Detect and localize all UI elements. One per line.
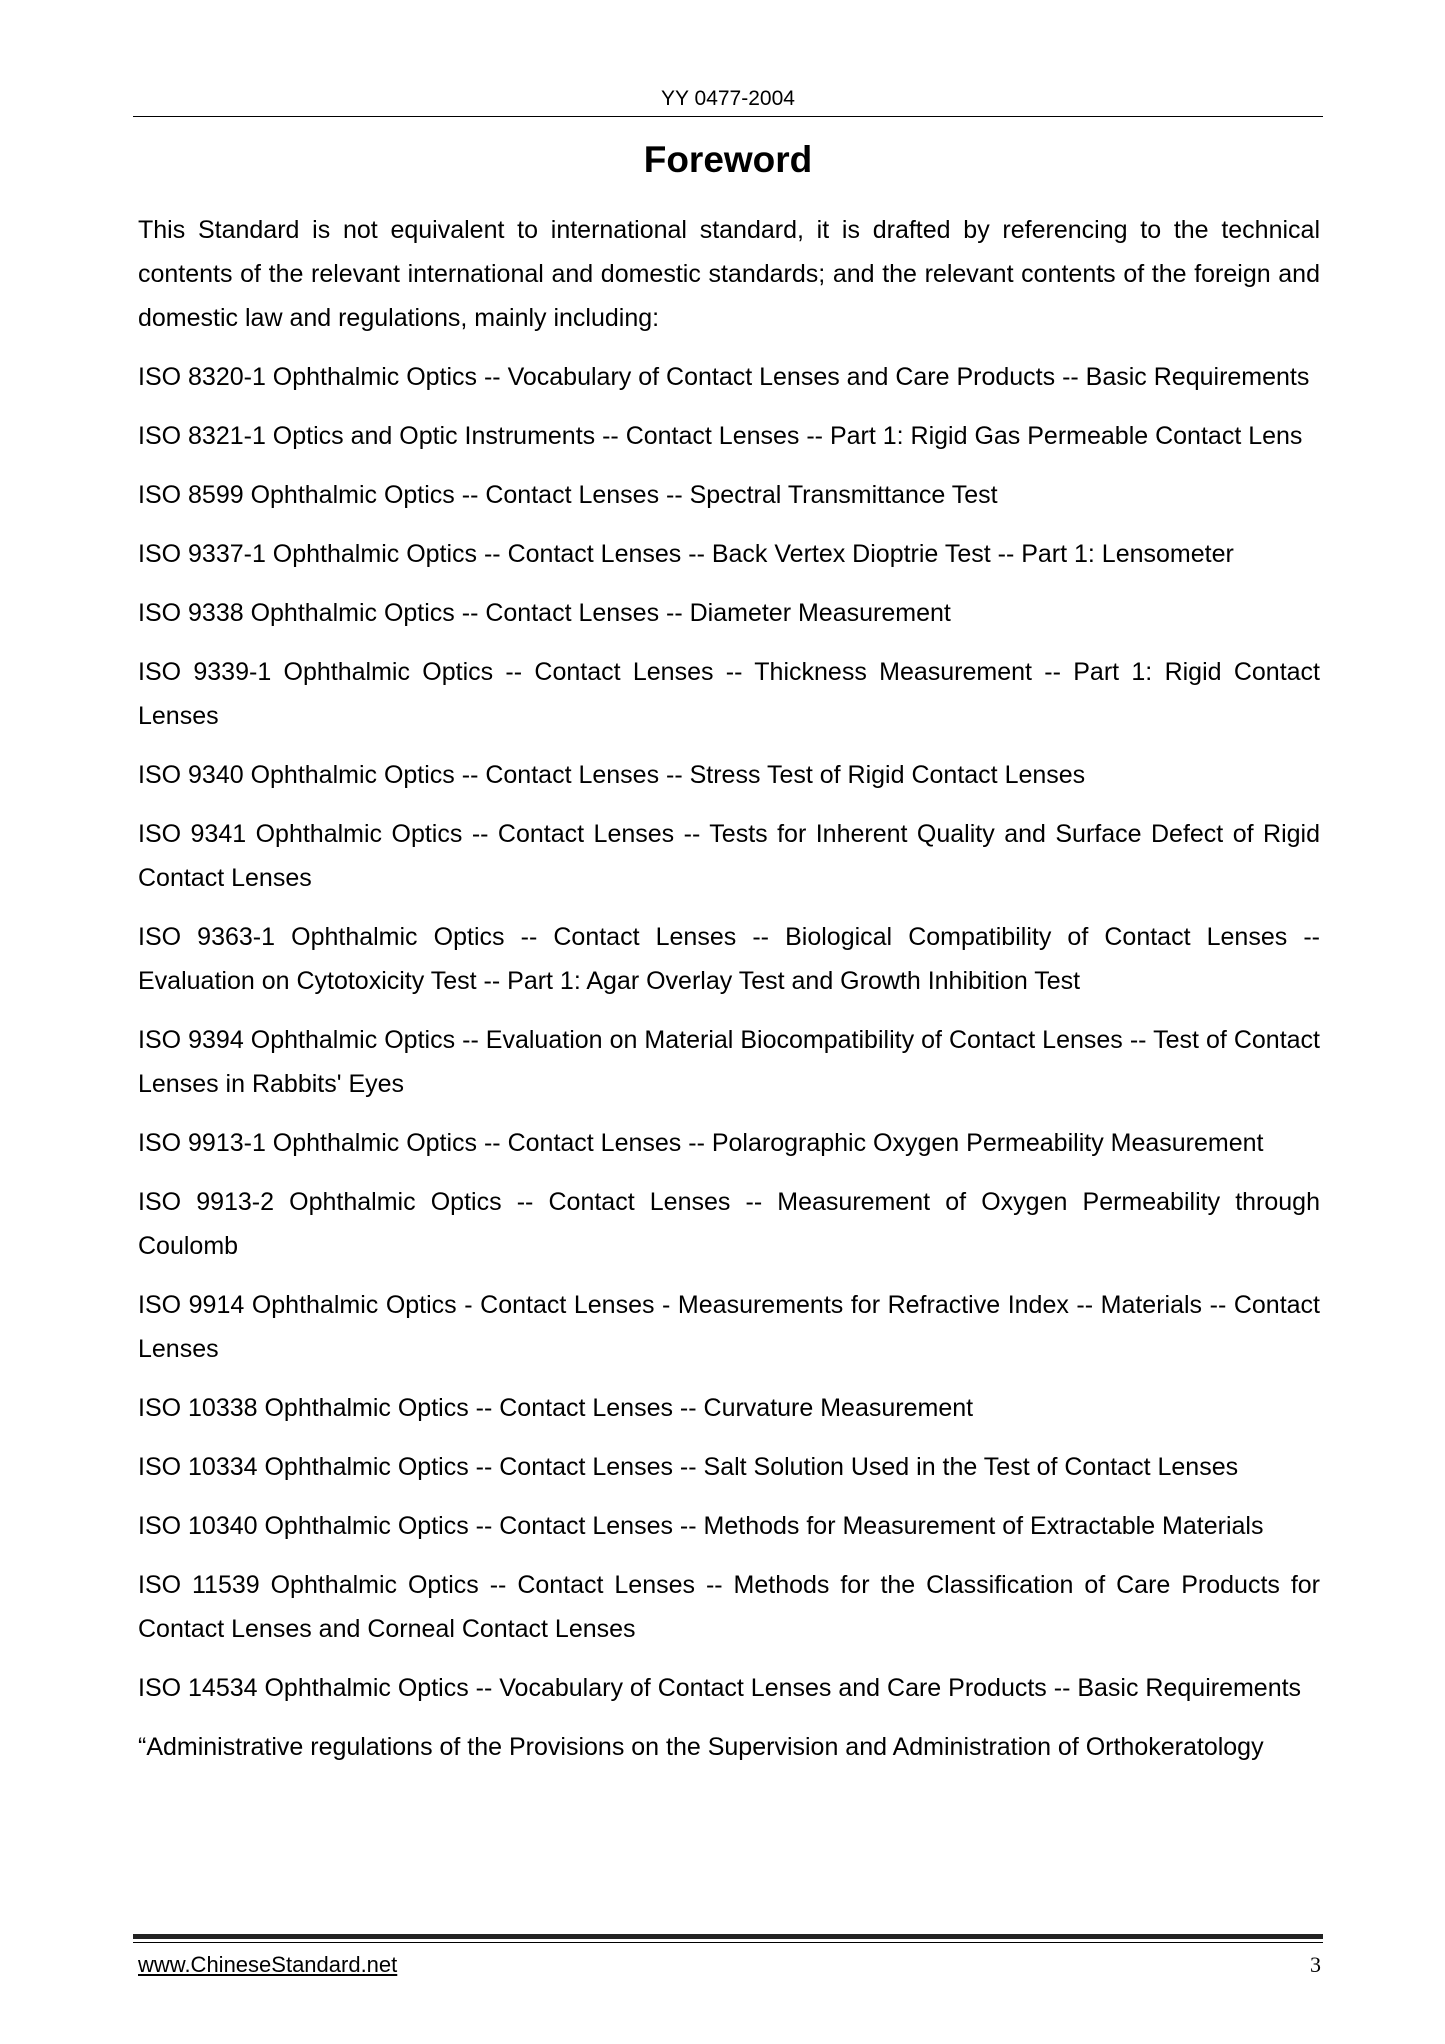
reference-item: ISO 9913-1 Ophthalmic Optics -- Contact Lenses -- Polarographic Oxygen Permeability Measurement bbox=[138, 1129, 1264, 1157]
footer-divider-thick bbox=[133, 1934, 1323, 1939]
reference-item: ISO 10334 Ophthalmic Optics -- Contact Lenses -- Salt Solution Used in the Test of Contact Lenses bbox=[138, 1453, 1239, 1481]
reference-item: ISO 10338 Ophthalmic Optics -- Contact Lenses -- Curvature Measurement bbox=[138, 1394, 974, 1422]
document-body bbox=[138, 208, 1320, 1784]
header-divider bbox=[133, 116, 1323, 117]
website-link[interactable]: www.ChineseStandard.net bbox=[138, 1952, 398, 1977]
reference-item: ISO 11539 Ophthalmic Optics -- Contact Lenses -- Methods for the Classification of Care Products for Contact Lenses and Corneal Contact Lenses bbox=[138, 1571, 1320, 1643]
standard-code: YY 0477-2004 bbox=[661, 87, 795, 110]
reference-item: ISO 9913-2 Ophthalmic Optics -- Contact Lenses -- Measurement of Oxygen Permeability through Coulomb bbox=[138, 1188, 1320, 1260]
reference-item: ISO 14534 Ophthalmic Optics -- Vocabulary of Contact Lenses and Care Products -- Basic Requirements bbox=[138, 1674, 1302, 1702]
reference-item: ISO 9363-1 Ophthalmic Optics -- Contact Lenses -- Biological Compatibility of Contact Lenses -- Evaluation on Cytotoxicity Test -- Part 1: Agar Overlay Test and Growth Inhibition Test bbox=[138, 923, 1320, 995]
reference-item: ISO 9341 Ophthalmic Optics -- Contact Lenses -- Tests for Inherent Quality and Surface Defect of Rigid Contact Lenses bbox=[138, 820, 1320, 892]
footer-divider-thin bbox=[133, 1942, 1323, 1943]
reference-item: ISO 8321-1 Optics and Optic Instruments -- Contact Lenses -- Part 1: Rigid Gas Permeable Contact Lens bbox=[138, 422, 1303, 450]
intro-paragraph: This Standard is not equivalent to international standard, it is drafted by referencing to the technical contents of the relevant international and domestic standards; and the relevant contents of the foreign and domestic law and regulations, mainly including: bbox=[138, 216, 1320, 332]
reference-item: ISO 10340 Ophthalmic Optics -- Contact Lenses -- Methods for Measurement of Extractable Materials bbox=[138, 1512, 1264, 1540]
reference-item: ISO 9339-1 Ophthalmic Optics -- Contact Lenses -- Thickness Measurement -- Part 1: Rigid Contact Lenses bbox=[138, 658, 1320, 730]
page-title: Foreword bbox=[643, 139, 813, 180]
reference-item: ISO 9338 Ophthalmic Optics -- Contact Lenses -- Diameter Measurement bbox=[138, 599, 951, 627]
reference-item: ISO 9914 Ophthalmic Optics - Contact Lenses - Measurements for Refractive Index -- Materials -- Contact Lenses bbox=[138, 1291, 1320, 1363]
reference-item: ISO 9394 Ophthalmic Optics -- Evaluation on Material Biocompatibility of Contact Lenses -- Test of Contact Lenses in Rabbits' Eyes bbox=[138, 1026, 1320, 1098]
reference-item: ISO 9340 Ophthalmic Optics -- Contact Lenses -- Stress Test of Rigid Contact Lenses bbox=[138, 761, 1086, 789]
trailing-paragraph: “Administrative regulations of the Provisions on the Supervision and Administration of Orthokeratology bbox=[138, 1733, 1264, 1761]
reference-item: ISO 9337-1 Ophthalmic Optics -- Contact Lenses -- Back Vertex Dioptrie Test -- Part 1: Lensometer bbox=[138, 540, 1234, 568]
reference-item: ISO 8320-1 Ophthalmic Optics -- Vocabulary of Contact Lenses and Care Products -- Basic Requirements bbox=[138, 363, 1310, 391]
reference-item: ISO 8599 Ophthalmic Optics -- Contact Lenses -- Spectral Transmittance Test bbox=[138, 481, 998, 509]
page-number: 3 bbox=[1310, 1952, 1321, 1977]
